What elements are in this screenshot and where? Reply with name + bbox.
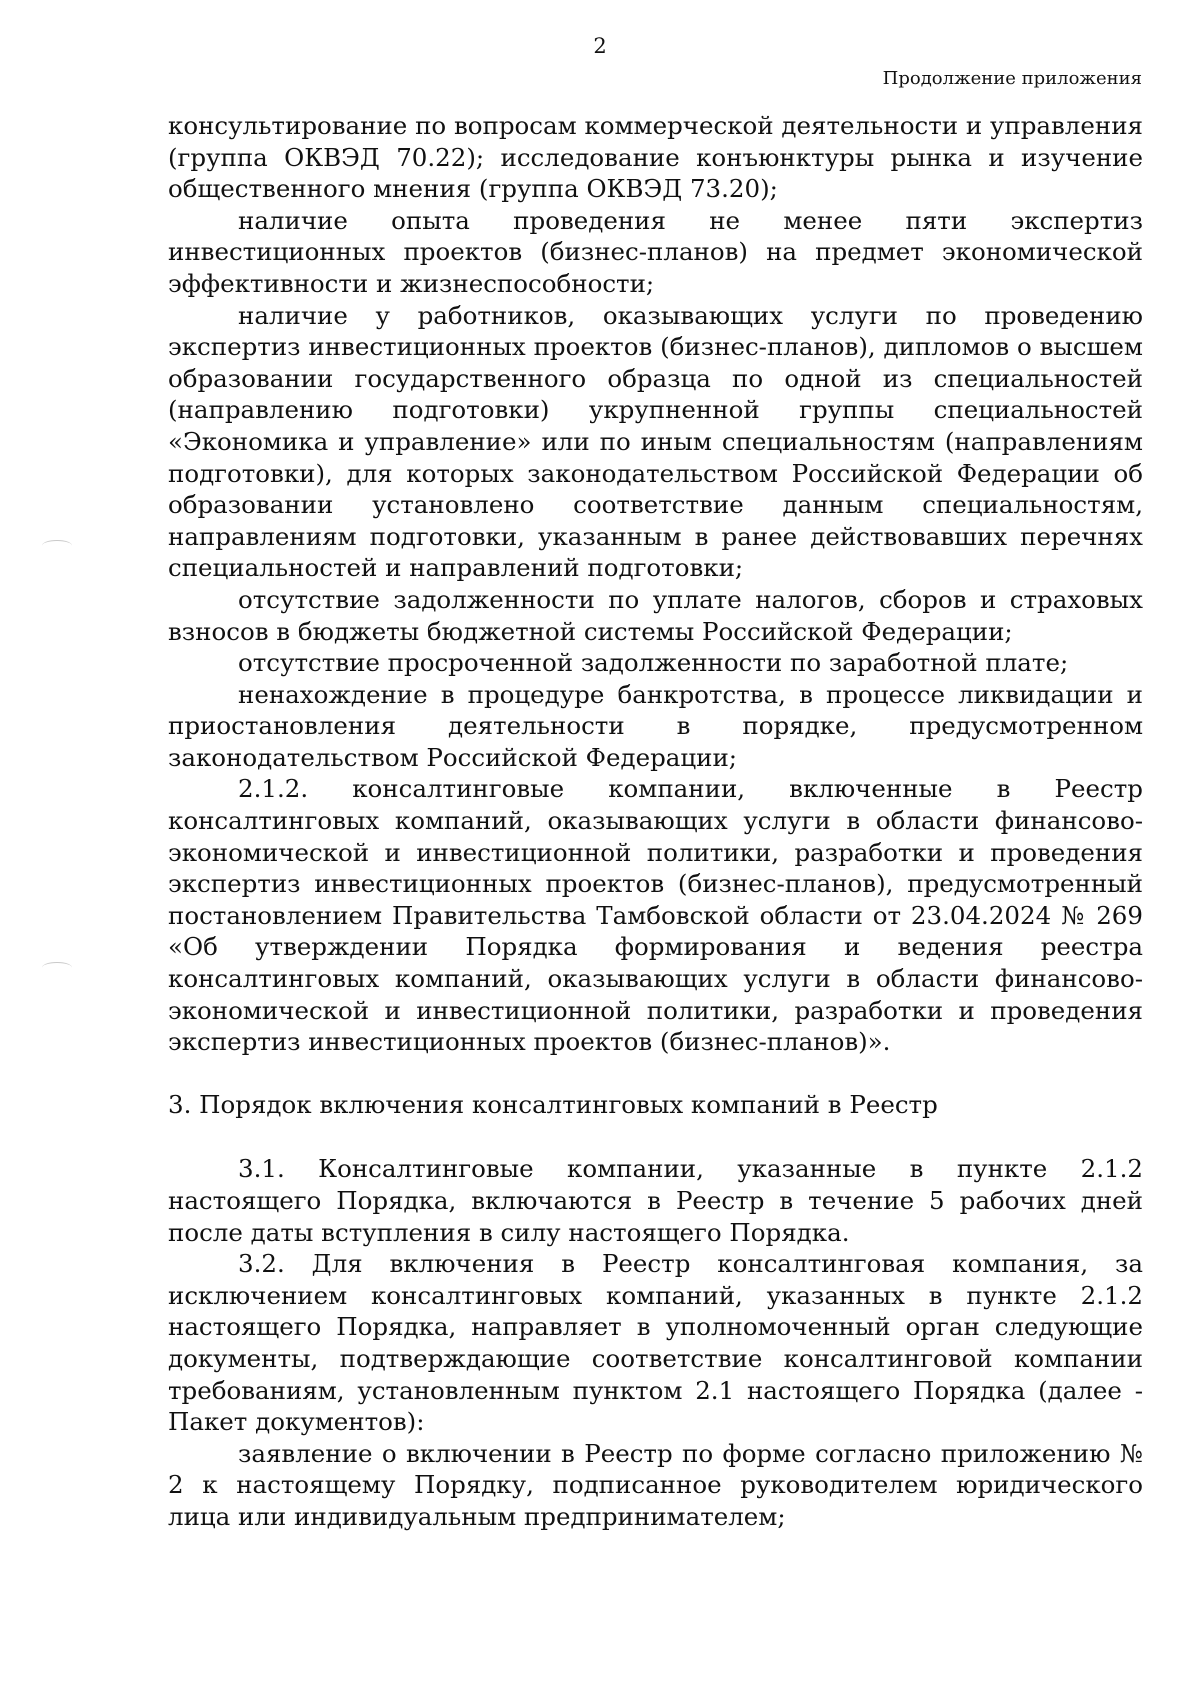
paragraph-no-salary-arrears: отсутствие просроченной задолженности по заработной плате; bbox=[238, 648, 1069, 678]
paragraph-clause-2-1-2: 2.1.2. консалтинговые компании, включенные в Реестр консалтинговых компаний, оказывающих услуги в области финансово-экономической и инвестиционной политики, разработки и проведения экспертиз инвестиционных проектов (бизнес-планов), предусмотренный постановлением Правительства Тамбовской области от 23.04.2024 № 269 «Об утверждении Порядка формирования и ведения реестра консалтинговых компаний, оказывающих услуги в области финансово-экономической и инвестиционной политики, разработки и проведения экспертиз инвестиционных проектов (бизнес-планов)». bbox=[168, 774, 1143, 1057]
page-number: 2 bbox=[593, 34, 607, 58]
document-body bbox=[168, 110, 1143, 1533]
paragraph-clause-3-2: 3.2. Для включения в Реестр консалтинговая компания, за исключением консалтинговых компаний, указанных в пункте 2.1.2 настоящего Порядка, направляет в уполномоченный орган следующие документы, подтверждающие соответствие консалтинговой компании требованиям, установленным пунктом 2.1 настоящего Порядка (далее - Пакет документов): bbox=[168, 1249, 1143, 1437]
scan-artifact-mark bbox=[42, 962, 72, 973]
section-heading-3: 3. Порядок включения консалтинговых компаний в Реестр bbox=[168, 1089, 938, 1119]
paragraph-staff-diplomas: наличие у работников, оказывающих услуги по проведению экспертиз инвестиционных проектов (бизнес-планов), дипломов о высшем образовании государственного образца по одной из специальностей (направлению подготовки) укрупненной группы специальностей «Экономика и управление» или по иным специальностям (направлениям подготовки), для которых законодательством Российской Федерации об образовании установлено соответствие данным специальностям, направлениям подготовки, указанным в ранее действовавших перечнях специальностей и направлений подготовки; bbox=[168, 300, 1143, 583]
paragraph-application-form: заявление о включении в Реестр по форме согласно приложению № 2 к настоящему Порядку, подписанное руководителем юридического лица или индивидуальным предпринимателем; bbox=[168, 1438, 1143, 1531]
paragraph-experience-requirement: наличие опыта проведения не менее пяти экспертиз инвестиционных проектов (бизнес-планов) на предмет экономической эффективности и жизнеспособности; bbox=[168, 205, 1143, 298]
paragraph-clause-3-1: 3.1. Консалтинговые компании, указанные в пункте 2.1.2 настоящего Порядка, включаются в Реестр в течение 5 рабочих дней после даты вступления в силу настоящего Порядка. bbox=[168, 1154, 1143, 1247]
paragraph-no-bankruptcy: ненахождение в процедуре банкротства, в процессе ликвидации и приостановления деятельности в порядке, предусмотренном законодательством Российской Федерации; bbox=[168, 679, 1143, 772]
paragraph-no-tax-debt: отсутствие задолженности по уплате налогов, сборов и страховых взносов в бюджеты бюджетной системы Российской Федерации; bbox=[168, 584, 1143, 646]
scan-artifact-mark bbox=[42, 540, 72, 551]
running-header: Продолжение приложения bbox=[882, 68, 1142, 89]
paragraph-consulting-okved: консультирование по вопросам коммерческой деятельности и управления (группа ОКВЭД 70.22); исследование конъюнктуры рынка и изучение общественного мнения (группа ОКВЭД 73.20); bbox=[168, 111, 1143, 204]
